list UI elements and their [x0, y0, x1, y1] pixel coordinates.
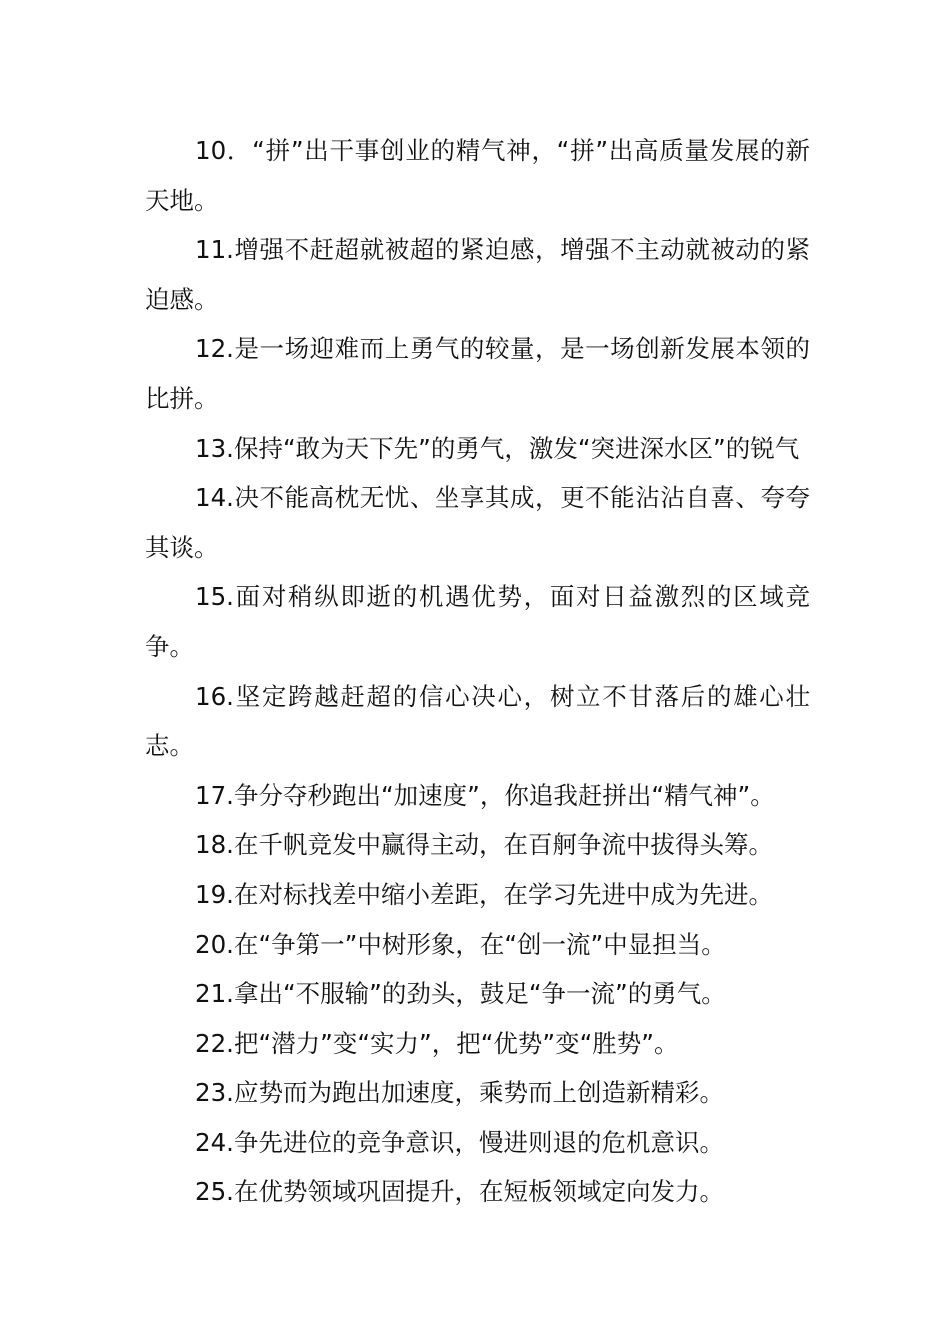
paragraph-15: 15.面对稍纵即逝的机遇优势，面对日益激烈的区域竞争。 — [145, 582, 810, 661]
paragraph-24: 24.争先进位的竞争意识，慢进则退的危机意识。 — [195, 1127, 724, 1157]
paragraph-11: 11.增强不赶超就被超的紧迫感，增强不主动就被动的紧迫感。 — [145, 235, 810, 314]
paragraph-12: 12.是一场迎难而上勇气的较量，是一场创新发展本领的比拼。 — [145, 334, 810, 413]
paragraph-16: 16.坚定跨越赶超的信心决心，树立不甘落后的雄心壮志。 — [145, 681, 810, 761]
paragraph-18: 18.在千帆竞发中赢得主动，在百舸争流中拔得头筹。 — [195, 830, 773, 860]
paragraph-13: 13.保持“敢为天下先”的勇气，激发“突进深水区”的锐气 — [195, 433, 800, 463]
paragraph-25: 25.在优势领域巩固提升，在短板领域定向发力。 — [195, 1177, 724, 1207]
paragraph-22: 22.把“潜力”变“实力”，把“优势”变“胜势”。 — [195, 1028, 679, 1058]
paragraph-14: 14.决不能高枕无忧、坐享其成，更不能沾沾自喜、夸夸其谈。 — [145, 483, 810, 562]
paragraph-21: 21.拿出“不服输”的劲头，鼓足“争一流”的勇气。 — [195, 979, 726, 1009]
paragraph-10: 10．“拼”出干事创业的精气神，“拼”出高质量发展的新天地。 — [145, 136, 810, 215]
paragraph-17: 17.争分夺秒跑出“加速度”，你追我赶拼出“精气神”。 — [195, 780, 775, 810]
document-body — [145, 126, 810, 1217]
paragraph-20: 20.在“争第一”中树形象，在“创一流”中显担当。 — [195, 929, 726, 959]
paragraph-19: 19.在对标找差中缩小差距，在学习先进中成为先进。 — [195, 879, 773, 909]
paragraph-23: 23.应势而为跑出加速度，乘势而上创造新精彩。 — [195, 1078, 724, 1108]
